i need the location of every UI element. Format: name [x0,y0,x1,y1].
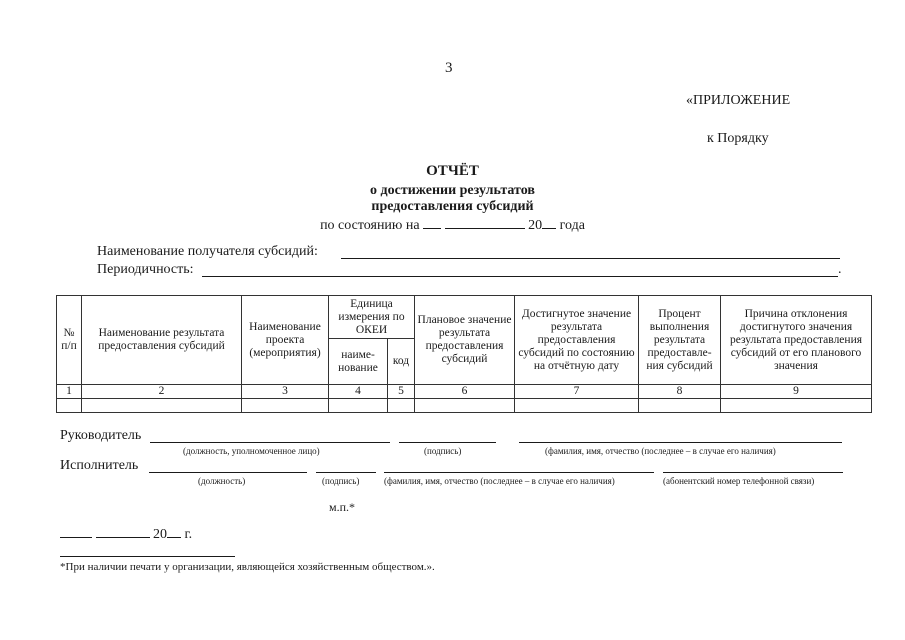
column-number: 6 [415,385,515,399]
executor-position-line [149,472,307,473]
recipient-field [97,244,318,260]
column-number-row [57,385,872,399]
column-number: 8 [639,385,721,399]
report-as-of-date [0,216,905,234]
table-cell [82,399,242,413]
header-unit-name: наиме-нование [329,339,388,385]
head-position-line [150,442,390,443]
table-cell [721,399,872,413]
as-of-month-blank [445,216,525,229]
periodicity-label: Периодичность: [97,262,194,277]
recipient-line [341,258,840,259]
recipient-label: Наименование получателя субсидий: [97,244,318,259]
header-result-name: Наименование результата предоставления субсидий [82,296,242,385]
executor-phone-line [663,472,843,473]
executor-fullname-caption: (фамилия, имя, отчество (последнее – в случае его наличия) [384,476,615,486]
appendix-title: «ПРИЛОЖЕНИЕ [686,93,791,108]
table-cell [515,399,639,413]
date-suffix: г. [184,527,193,542]
head-position-caption: (должность, уполномоченное лицо) [183,446,320,456]
header-number: № п/п [57,296,82,385]
column-number: 9 [721,385,872,399]
report-subtitle-2: предоставления субсидий [371,199,534,214]
table-cell [639,399,721,413]
column-number: 1 [57,385,82,399]
as-of-day-blank [423,216,441,229]
header-percent: Процент выполнения результата предоставле-ния субсидий [639,296,721,385]
signature-date [60,525,192,543]
header-unit-code: код [388,339,415,385]
appendix-reference: к Порядку [707,131,769,146]
page-number: 3 [445,60,453,76]
as-of-year: 20 [528,218,543,233]
executor-signature-caption: (подпись) [322,476,360,486]
head-signature-caption: (подпись) [424,446,462,456]
date-month-blank [96,525,150,538]
header-planned-value: Плановое значение результата предоставления субсидий [415,296,515,385]
header-achieved-value: Достигнутое значение результата предоставления субсидий по состоянию на отчётную дату [515,296,639,385]
report-table [56,295,872,413]
report-subtitle-1: о достижении результатов [370,183,535,198]
executor-label: Исполнитель [60,458,139,473]
periodicity-field [97,262,194,278]
footnote: *При наличии печати у организации, являющейся хозяйственным обществом.». [60,561,435,573]
column-number: 7 [515,385,639,399]
column-number: 5 [388,385,415,399]
date-year: 20 [153,527,167,542]
header-unit-group: Единица измерения по ОКЕИ [329,296,415,339]
head-fullname-line [519,442,842,443]
executor-phone-caption: (абонентский номер телефонной связи) [663,476,815,486]
executor-fullname-line [384,472,654,473]
date-year-blank [167,525,181,538]
report-title: ОТЧЁТ [426,163,479,179]
column-number: 4 [329,385,388,399]
periodicity-end: . [838,262,842,277]
as-of-prefix: по состоянию на [320,218,420,233]
column-number: 2 [82,385,242,399]
table-row [57,399,872,413]
periodicity-line [202,276,838,277]
table-cell [242,399,329,413]
head-signature-line [399,442,496,443]
date-day-blank [60,525,92,538]
stamp-placeholder: м.п.* [329,500,356,514]
as-of-suffix: года [559,218,585,233]
head-label: Руководитель [60,428,142,443]
table-cell [57,399,82,413]
header-deviation-reason: Причина отклонения достигнутого значения результата предоставления субсидий от его планового значения [721,296,872,385]
column-number: 3 [242,385,329,399]
header-project-name: Наименование проекта (мероприятия) [242,296,329,385]
as-of-year-blank [542,216,556,229]
head-fullname-caption: (фамилия, имя, отчество (последнее – в случае его наличия) [545,446,776,456]
executor-position-caption: (должность) [198,476,246,486]
executor-signature-line [316,472,376,473]
footnote-separator [60,556,235,557]
table-cell [415,399,515,413]
table-cell [329,399,388,413]
table-cell [388,399,415,413]
